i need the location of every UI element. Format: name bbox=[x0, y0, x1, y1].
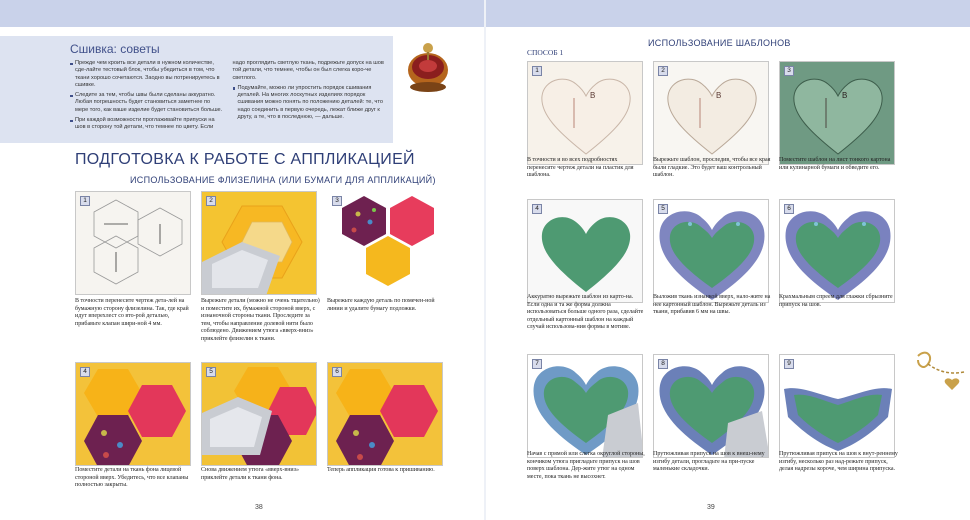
step-image-4 bbox=[75, 362, 191, 466]
step-image-1 bbox=[527, 61, 643, 165]
step-number: 3 bbox=[332, 196, 342, 206]
step-number: 4 bbox=[80, 367, 90, 377]
tip-item: надо проглядить светлую ткань, подрежьте допуск на шов той детали, что темнее, чтобы он был слегка коро-че светлого. bbox=[232, 60, 384, 81]
step-caption: Поместите детали на ткань фона лицевой стороной вверх. Убедитесь, что все клапаны полностью закрыты. bbox=[75, 467, 189, 489]
step-number: 1 bbox=[532, 66, 542, 76]
tips-box bbox=[0, 36, 393, 143]
step-caption: Теперь аппликация готова к пришиванию. bbox=[327, 467, 435, 473]
step-image-3 bbox=[779, 61, 895, 165]
tips-column-1 bbox=[70, 60, 223, 135]
step-image-2 bbox=[653, 61, 769, 165]
step-number: 2 bbox=[658, 66, 668, 76]
page-number-right: 39 bbox=[707, 504, 715, 511]
step-image-5 bbox=[653, 199, 769, 303]
page-heading: ПОДГОТОВКА К РАБОТЕ С АППЛИКАЦИЕЙ bbox=[75, 151, 415, 168]
tip-item: Следите за тем, чтобы швы были сделаны аккуратно. Любая погрешность будет становиться заметнее по мере того, как ваше изделие будет становиться больше. bbox=[70, 92, 223, 114]
step-number: 6 bbox=[332, 367, 342, 377]
step-image-8 bbox=[653, 354, 769, 458]
step-number: 9 bbox=[784, 359, 794, 369]
step-number: 1 bbox=[80, 196, 90, 206]
step-number: 4 bbox=[532, 204, 542, 214]
step-number: 5 bbox=[658, 204, 668, 214]
tips-title: Сшивка: советы bbox=[70, 42, 160, 56]
template-letter: B bbox=[842, 91, 848, 100]
pincushion-illustration bbox=[404, 40, 452, 102]
step-image-6 bbox=[779, 199, 895, 303]
step-image-1 bbox=[75, 191, 191, 295]
tip-item: Подумайте, можно ли упростить порядок сшивания деталей. На многих лоскутных изделиях порядок сшивания можно понять по положению деталей: те, что надо соединить в первую очередь, лежат ближе друг к другу, а те, что в последнюю, — дальше. bbox=[233, 85, 386, 121]
step-image-3 bbox=[327, 191, 443, 295]
step-caption: Крахмальным спреем для глажки сбрызните припуск на шов. bbox=[779, 294, 893, 308]
step-caption: Аккуратно вырежьте шаблон из карто-на. Если одна и та же форма должна использоваться больше одного раза, сделайте отдельный картонный шаблон на каждый случай использова-ния формы в мотиве. bbox=[527, 294, 644, 331]
step-caption: Вырежьте шаблон, проследив, чтобы все края были гладкие. Это будет ваш контрольный шаблон. bbox=[653, 157, 771, 179]
template-letter: B bbox=[716, 91, 722, 100]
page-gutter bbox=[484, 0, 486, 520]
step-number: 8 bbox=[658, 359, 668, 369]
tip-item: Прежде чем кроить все детали в нужном количестве, сде-лайте тестовый блок, чтобы убедиться в том, что ткани хорошо сочетаются. Заодно вы потренируетесь в сшивке. bbox=[70, 60, 223, 89]
step-number: 6 bbox=[784, 204, 794, 214]
page-number-left: 38 bbox=[255, 504, 263, 511]
step-caption: Поместите шаблон на лист тонкого картона или кулинарной бумаги и обведите его. bbox=[779, 157, 891, 171]
step-number: 7 bbox=[532, 359, 542, 369]
step-caption: В точности перенесите чертеж дета-лей на бумажную сторону флизелина. Так, где край идут вперехлест со вто-рой деталью, прибавьте клапан шири-ной 4 мм. bbox=[75, 298, 189, 327]
step-caption: Начав с прямой или слегка округлой стороны, кончиком утюга пригладьте припуск на шов поверх шаблона. Дер-жите утюг на одном месте, пока ткань не высохнет. bbox=[527, 451, 645, 480]
step-image-2 bbox=[201, 191, 317, 295]
step-image-5 bbox=[201, 362, 317, 466]
template-letter: B bbox=[590, 91, 596, 100]
step-image-6 bbox=[327, 362, 443, 466]
section-subheading: ИСПОЛЬЗОВАНИЕ ФЛИЗЕЛИНА (ИЛИ БУМАГИ ДЛЯ АППЛИКАЦИЙ) bbox=[130, 175, 436, 185]
step-caption: Прутюжливая припуск на шов к внеш-нему изгибу детали, прогладьте на при-пуске маленькие складочки. bbox=[653, 451, 765, 473]
step-image-9 bbox=[779, 354, 895, 458]
step-image-7 bbox=[527, 354, 643, 458]
step-number: 3 bbox=[784, 66, 794, 76]
step-caption: Снова движением утюга «вверх-вниз» приклейте детали к ткани фона. bbox=[201, 467, 299, 481]
tips-column-2 bbox=[233, 60, 386, 135]
step-caption: В точности и во всех подробностях перенесите чертеж детали на пластик для шаблона. bbox=[527, 157, 634, 179]
charm-illustration bbox=[912, 346, 970, 396]
step-caption: Выложив ткань изнанкой вверх, нало-жите на нее картонный шаблон. Вырежьте деталь из ткани, прибавив 6 мм на швы. bbox=[653, 294, 771, 316]
step-caption: Вырежьте детали (можно не очень тщательно) и поместите их, бумажной стороной вверх, с изнаночной стороны ткани. Проследите за тем, чтобы направление долевой нити было соблюдено. Движением утюга «вверх-вниз» приклейте флизелин к ткани. bbox=[201, 298, 320, 342]
step-number: 5 bbox=[206, 367, 216, 377]
step-caption: Вырежьте каждую деталь по помечен-ной линии и удалите бумагу подложки. bbox=[327, 298, 435, 312]
step-number: 2 bbox=[206, 196, 216, 206]
step-image-4 bbox=[527, 199, 643, 303]
step-caption: Прутюжливая припуск на шов к внут-реннему изгибу, несколько раз над-режьте припуск, делая надрезы короче, чем ширина припуска. bbox=[779, 451, 898, 473]
tip-item: При каждой возможности проглаживайте припуски на шов в сторону той детали, что темнее по цвету. Если bbox=[70, 117, 223, 132]
method-label: СПОСОБ 1 bbox=[527, 48, 564, 57]
page-heading-right: ИСПОЛЬЗОВАНИЕ ШАБЛОНОВ bbox=[648, 38, 791, 48]
